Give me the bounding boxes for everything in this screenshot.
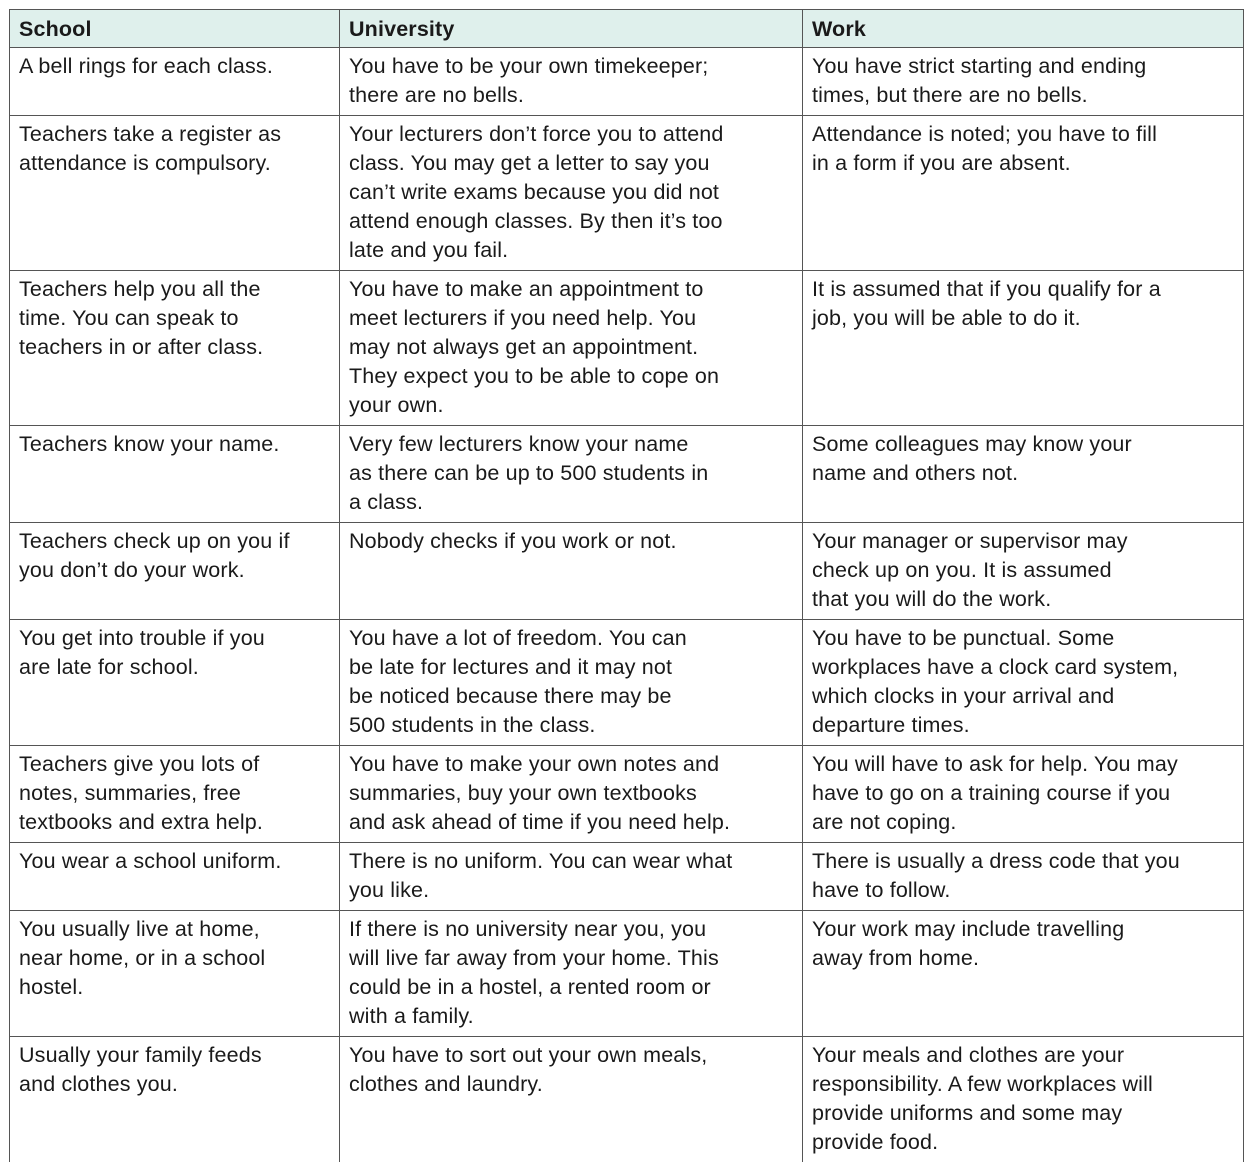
university-cell-text-line: with a family. [349,1002,793,1031]
work-cell [803,746,1244,843]
table-row [10,746,1244,843]
work-cell-text-line: Some colleagues may know your [812,430,1234,459]
column-header-university: University [340,10,803,48]
work-cell-text-line: that you will do the work. [812,585,1234,614]
school-university-work-comparison-table [9,9,1244,1162]
university-cell-text-line: a class. [349,488,793,517]
work-cell-text-line: have to go on a training course if you [812,779,1234,808]
school-cell-text-line: You get into trouble if you [19,624,330,653]
work-cell-text-line: are not coping. [812,808,1234,837]
work-cell [803,843,1244,911]
work-cell [803,271,1244,426]
work-cell-text-line: have to follow. [812,876,1234,905]
work-cell-text-line: job, you will be able to do it. [812,304,1234,333]
school-cell-text-line: Teachers give you lots of [19,750,330,779]
university-cell-text-line: There is no uniform. You can wear what [349,847,793,876]
school-cell-text-line: Teachers take a register as [19,120,330,149]
table-row [10,620,1244,746]
comparison-table-container [9,9,1243,1162]
school-cell-text-line: You wear a school uniform. [19,847,330,876]
school-cell-text-line: notes, summaries, free [19,779,330,808]
table-row [10,523,1244,620]
work-cell-text-line: times, but there are no bells. [812,81,1234,110]
column-header-work: Work [803,10,1244,48]
school-cell-text-line: You usually live at home, [19,915,330,944]
table-row [10,271,1244,426]
university-cell-text-line: can’t write exams because you did not [349,178,793,207]
table-row [10,116,1244,271]
school-cell-text-line: near home, or in a school [19,944,330,973]
university-cell-text-line: will live far away from your home. This [349,944,793,973]
school-cell-text-line: Usually your family feeds [19,1041,330,1070]
university-cell-text-line: as there can be up to 500 students in [349,459,793,488]
school-cell [10,746,340,843]
school-cell [10,48,340,116]
university-cell [340,116,803,271]
university-cell-text-line: You have to make your own notes and [349,750,793,779]
table-row [10,48,1244,116]
school-cell-text-line: teachers in or after class. [19,333,330,362]
university-cell-text-line: could be in a hostel, a rented room or [349,973,793,1002]
university-cell [340,746,803,843]
school-cell-text-line: Teachers know your name. [19,430,330,459]
school-cell [10,271,340,426]
university-cell-text-line: 500 students in the class. [349,711,793,740]
work-cell [803,48,1244,116]
work-cell-text-line: You will have to ask for help. You may [812,750,1234,779]
work-cell-text-line: There is usually a dress code that you [812,847,1234,876]
work-cell-text-line: Your work may include travelling [812,915,1234,944]
work-cell-text-line: provide uniforms and some may [812,1099,1234,1128]
table-row [10,911,1244,1037]
work-cell-text-line: workplaces have a clock card system, [812,653,1234,682]
school-cell [10,116,340,271]
university-cell-text-line: You have to be your own timekeeper; [349,52,793,81]
university-cell [340,426,803,523]
school-cell [10,843,340,911]
table-row [10,1037,1244,1162]
school-cell [10,620,340,746]
table-header [10,10,1244,48]
column-header-school: School [10,10,340,48]
university-cell [340,620,803,746]
work-cell-text-line: which clocks in your arrival and [812,682,1234,711]
university-cell-text-line: If there is no university near you, you [349,915,793,944]
school-cell-text-line: hostel. [19,973,330,1002]
work-cell [803,523,1244,620]
work-cell-text-line: You have to be punctual. Some [812,624,1234,653]
work-cell [803,426,1244,523]
school-cell [10,911,340,1037]
work-cell-text-line: in a form if you are absent. [812,149,1234,178]
university-cell-text-line: your own. [349,391,793,420]
university-cell [340,523,803,620]
university-cell-text-line: summaries, buy your own textbooks [349,779,793,808]
university-cell-text-line: there are no bells. [349,81,793,110]
work-cell-text-line: Attendance is noted; you have to fill [812,120,1234,149]
university-cell-text-line: and ask ahead of time if you need help. [349,808,793,837]
university-cell-text-line: meet lecturers if you need help. You [349,304,793,333]
school-cell [10,523,340,620]
university-cell [340,271,803,426]
university-cell-text-line: Your lecturers don’t force you to attend [349,120,793,149]
table-body [10,48,1244,1162]
work-cell-text-line: check up on you. It is assumed [812,556,1234,585]
work-cell-text-line: name and others not. [812,459,1234,488]
school-cell-text-line: A bell rings for each class. [19,52,330,81]
university-cell [340,843,803,911]
work-cell [803,911,1244,1037]
work-cell-text-line: You have strict starting and ending [812,52,1234,81]
school-cell [10,426,340,523]
university-cell-text-line: Very few lecturers know your name [349,430,793,459]
university-cell-text-line: be late for lectures and it may not [349,653,793,682]
school-cell-text-line: time. You can speak to [19,304,330,333]
university-cell-text-line: You have to make an appointment to [349,275,793,304]
university-cell-text-line: may not always get an appointment. [349,333,793,362]
school-cell-text-line: Teachers help you all the [19,275,330,304]
school-cell-text-line: attendance is compulsory. [19,149,330,178]
university-cell-text-line: attend enough classes. By then it’s too [349,207,793,236]
work-cell-text-line: It is assumed that if you qualify for a [812,275,1234,304]
university-cell [340,1037,803,1162]
university-cell-text-line: They expect you to be able to cope on [349,362,793,391]
university-cell-text-line: be noticed because there may be [349,682,793,711]
school-cell-text-line: textbooks and extra help. [19,808,330,837]
school-cell-text-line: and clothes you. [19,1070,330,1099]
work-cell-text-line: Your manager or supervisor may [812,527,1234,556]
work-cell-text-line: departure times. [812,711,1234,740]
work-cell-text-line: provide food. [812,1128,1234,1157]
work-cell [803,116,1244,271]
header-row [10,10,1244,48]
work-cell [803,620,1244,746]
school-cell-text-line: you don’t do your work. [19,556,330,585]
school-cell [10,1037,340,1162]
university-cell [340,48,803,116]
university-cell-text-line: late and you fail. [349,236,793,265]
work-cell-text-line: away from home. [812,944,1234,973]
work-cell-text-line: responsibility. A few workplaces will [812,1070,1234,1099]
university-cell-text-line: Nobody checks if you work or not. [349,527,793,556]
university-cell-text-line: clothes and laundry. [349,1070,793,1099]
work-cell [803,1037,1244,1162]
school-cell-text-line: Teachers check up on you if [19,527,330,556]
university-cell-text-line: you like. [349,876,793,905]
university-cell [340,911,803,1037]
work-cell-text-line: Your meals and clothes are your [812,1041,1234,1070]
table-row [10,843,1244,911]
table-row [10,426,1244,523]
university-cell-text-line: You have a lot of freedom. You can [349,624,793,653]
university-cell-text-line: class. You may get a letter to say you [349,149,793,178]
university-cell-text-line: You have to sort out your own meals, [349,1041,793,1070]
school-cell-text-line: are late for school. [19,653,330,682]
